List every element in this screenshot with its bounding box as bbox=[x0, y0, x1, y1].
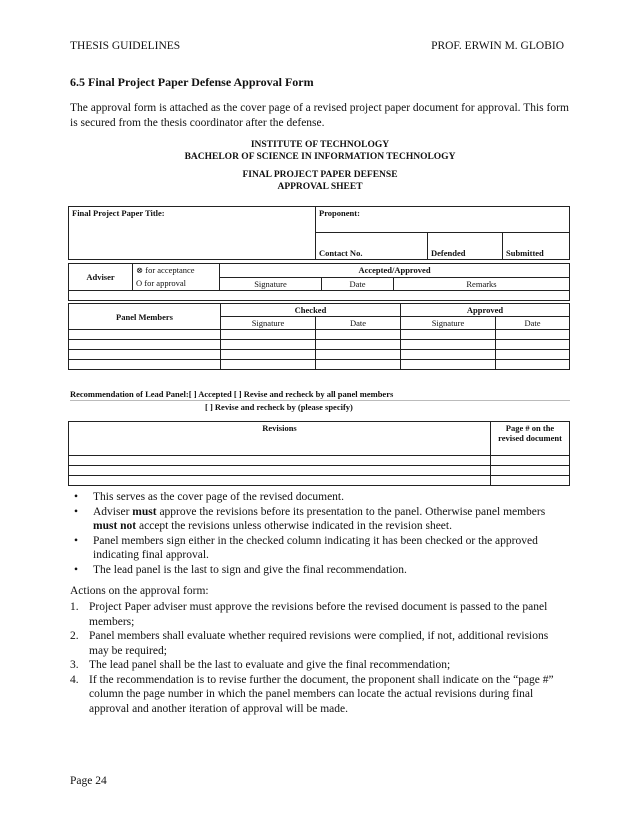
panel-table bbox=[68, 303, 570, 370]
checked-date-label: Date bbox=[316, 317, 401, 330]
title-table bbox=[68, 206, 570, 260]
action-item: 3. The lead panel shall be the last to evaluate and give the final recommendation; bbox=[70, 659, 451, 671]
header-right: PROF. ERWIN M. GLOBIO bbox=[431, 40, 564, 52]
adviser-table bbox=[68, 263, 570, 301]
checked-label: Checked bbox=[221, 304, 401, 317]
adviser-label: Adviser bbox=[69, 264, 133, 291]
revision-row bbox=[69, 476, 570, 486]
approved-signature-label: Signature bbox=[401, 317, 496, 330]
adviser-remarks-label: Remarks bbox=[394, 277, 570, 290]
panel-row bbox=[69, 340, 570, 350]
institute-name: INSTITUTE OF TECHNOLOGY bbox=[250, 140, 390, 150]
sheet-subtitle: APPROVAL SHEET bbox=[277, 182, 363, 192]
panel-members-label: Panel Members bbox=[69, 304, 221, 330]
panel-row bbox=[69, 350, 570, 360]
approved-label: Approved bbox=[401, 304, 570, 317]
adviser-blank-row bbox=[69, 290, 570, 300]
revisions-table bbox=[68, 421, 570, 486]
acceptance-option: ⊗ for acceptance bbox=[133, 264, 220, 278]
actions-title: Actions on the approval form: bbox=[70, 585, 209, 597]
page-footer: Page 24 bbox=[70, 775, 107, 787]
action-item: 1. Project Paper adviser must approve the revisions before the revised document is passed to the panel members; bbox=[70, 601, 548, 628]
section-title: 6.5 Final Project Paper Defense Approval Form bbox=[70, 75, 314, 89]
checked-signature-label: Signature bbox=[221, 317, 316, 330]
intro-paragraph: The approval form is attached as the cover page of a revised project paper document for approval. This form is secured from the thesis coordinator after the defense. bbox=[70, 102, 569, 129]
approval-option: O for approval bbox=[133, 277, 220, 290]
action-item: 2. Panel members shall evaluate whether required revisions were complied, if not, additional revisions may be required; bbox=[70, 630, 549, 657]
adviser-signature-label: Signature bbox=[220, 277, 322, 290]
revisions-label: Revisions bbox=[69, 422, 491, 456]
panel-row bbox=[69, 360, 570, 370]
revision-row bbox=[69, 466, 570, 476]
page-number-label: Page # on the revised document bbox=[491, 422, 570, 456]
panel-row bbox=[69, 330, 570, 340]
submitted-label: Submitted bbox=[503, 233, 570, 260]
notes-list bbox=[70, 490, 570, 577]
recommendation-line-1: Recommendation of Lead Panel:[ ] Accepted [ ] Revise and recheck by all panel members bbox=[70, 389, 570, 401]
project-title-label: Final Project Paper Title: bbox=[69, 207, 316, 260]
recommendation-line-2: [ ] Revise and recheck by (please specify) bbox=[205, 402, 353, 412]
note-item: • This serves as the cover page of the revised document. bbox=[74, 491, 344, 503]
proponent-label: Proponent: bbox=[316, 207, 570, 233]
adviser-date-label: Date bbox=[322, 277, 394, 290]
actions-list bbox=[70, 600, 570, 716]
note-item: • Panel members sign either in the checked column indicating it has been checked or the approved indicating final approval. bbox=[74, 534, 538, 561]
note-item: • The lead panel is the last to sign and give the final recommendation. bbox=[74, 563, 407, 576]
contact-label: Contact No. bbox=[316, 233, 428, 260]
defended-label: Defended bbox=[428, 233, 503, 260]
header-left: THESIS GUIDELINES bbox=[70, 40, 181, 52]
note-item: • Adviser must approve the revisions before its presentation to the panel. Otherwise panel members must not accept the revisions unless otherwise indicated in the revision sheet. bbox=[74, 505, 546, 532]
sheet-title: FINAL PROJECT PAPER DEFENSE bbox=[242, 170, 398, 180]
program-name: BACHELOR OF SCIENCE IN INFORMATION TECHNOLOGY bbox=[184, 152, 456, 162]
action-item: 4. If the recommendation is to revise further the document, the proponent shall indicate on the “page #” column the page number in which the panel members can locate the actual revisions during final approval and another iteration of approval will be made. bbox=[70, 673, 554, 715]
approved-date-label: Date bbox=[496, 317, 570, 330]
revision-row bbox=[69, 456, 570, 466]
accepted-approved-label: Accepted/Approved bbox=[220, 264, 570, 278]
